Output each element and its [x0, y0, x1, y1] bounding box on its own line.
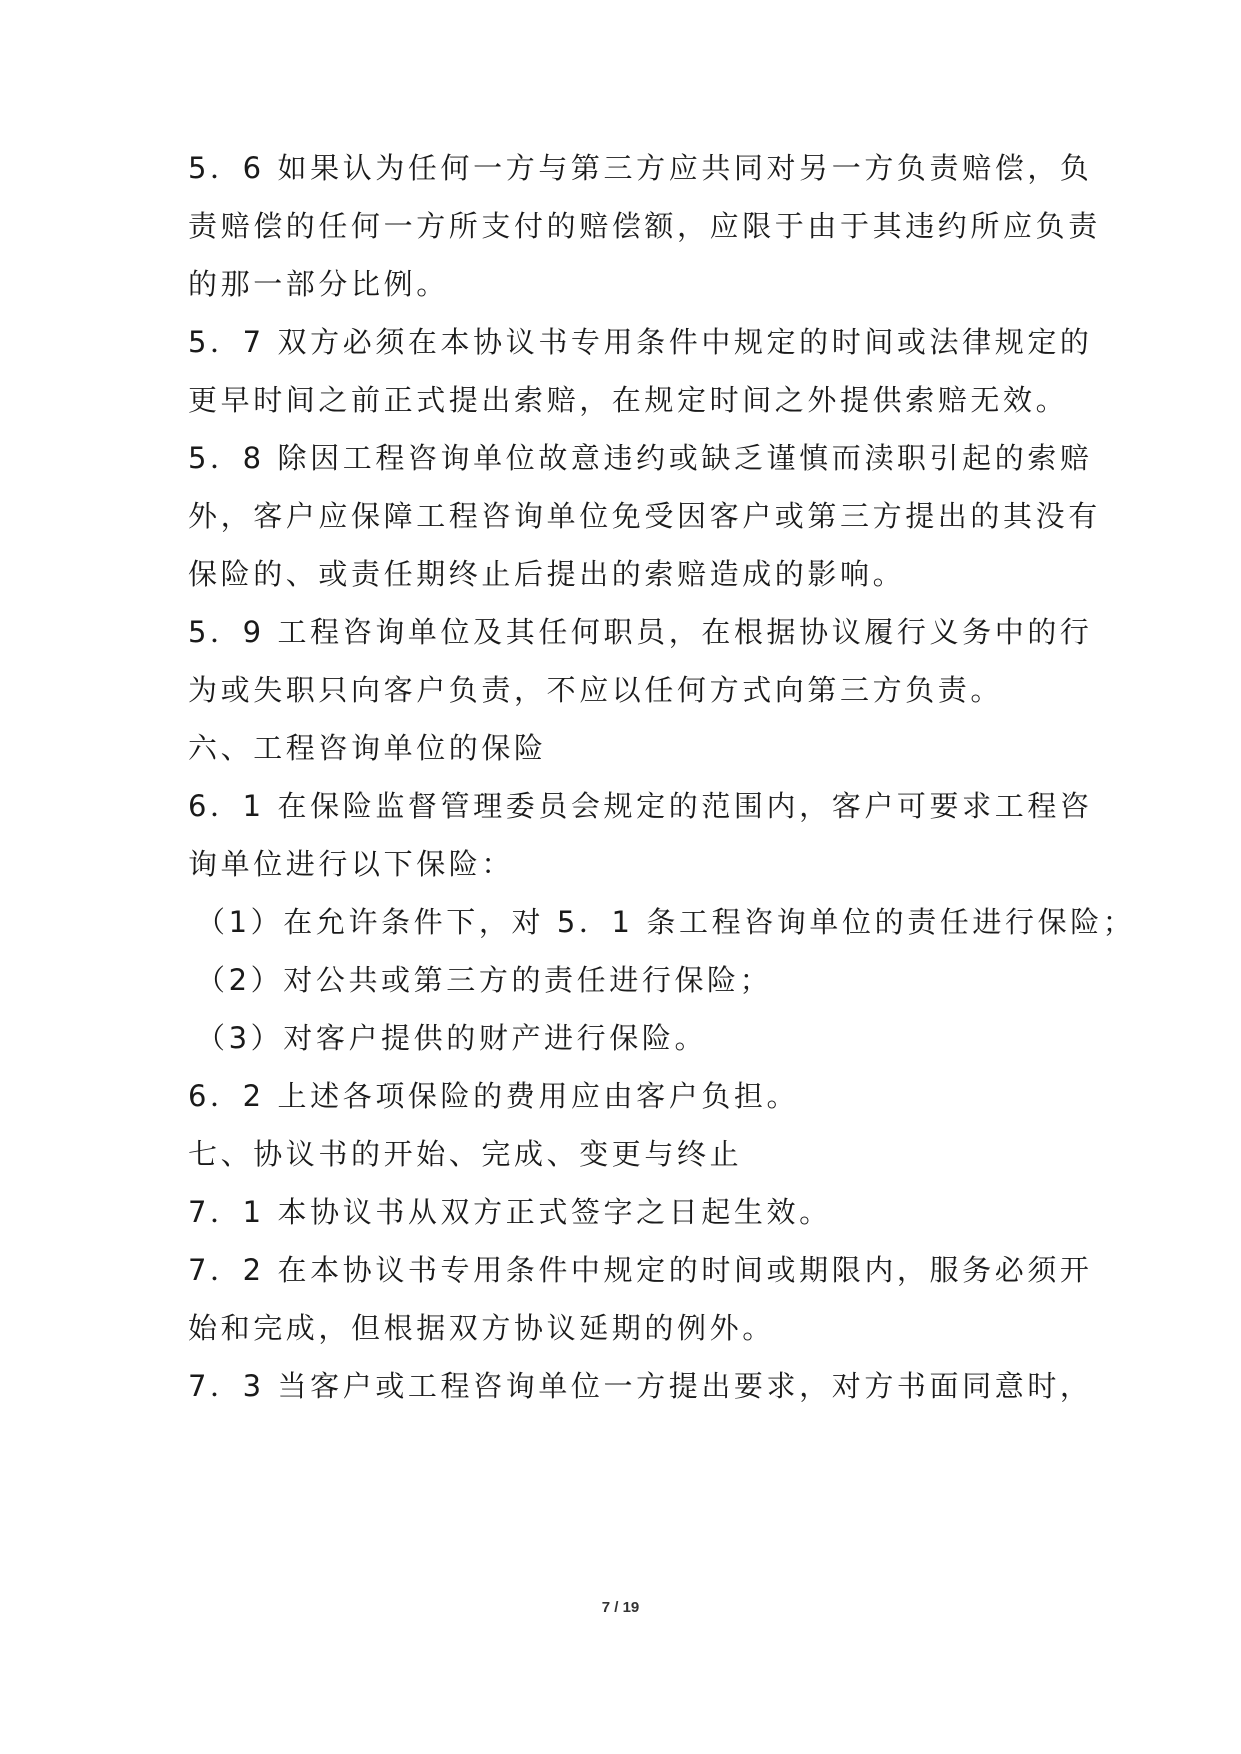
section-6-heading: 六、工程咨询单位的保险 [188, 731, 547, 765]
clause-5-6-line-1: 5．6 如果认为任何一方与第三方应共同对另一方负责赔偿，负 [188, 151, 1093, 185]
clause-5-8-line-1: 5．8 除因工程咨询单位故意违约或缺乏谨慎而渎职引起的索赔 [188, 441, 1093, 475]
clause-5-6-line-3: 的那一部分比例。 [188, 267, 449, 301]
section-7-heading: 七、协议书的开始、完成、变更与终止 [188, 1137, 743, 1171]
clause-6-2: 6．2 上述各项保险的费用应由客户负担。 [188, 1079, 800, 1113]
clause-5-6-line-2: 责赔偿的任何一方所支付的赔偿额，应限于由于其违约所应负责 [188, 209, 1101, 243]
clause-5-9-line-1: 5．9 工程咨询单位及其任何职员，在根据协议履行义务中的行 [188, 615, 1093, 649]
insurance-item-2: （2）对公共或第三方的责任进行保险； [196, 963, 773, 997]
clause-6-1-line-2: 询单位进行以下保险： [188, 847, 515, 881]
clause-5-7-line-2: 更早时间之前正式提出索赔，在规定时间之外提供索赔无效。 [188, 383, 1069, 417]
clause-5-8-line-2: 外，客户应保障工程咨询单位免受因客户或第三方提出的其没有 [188, 499, 1101, 533]
clause-5-7-line-1: 5．7 双方必须在本协议书专用条件中规定的时间或法律规定的 [188, 325, 1093, 359]
clause-5-8-line-3: 保险的、或责任期终止后提出的索赔造成的影响。 [188, 557, 906, 591]
clause-7-2-line-1: 7．2 在本协议书专用条件中规定的时间或期限内，服务必须开 [188, 1253, 1093, 1287]
page-number: 7 / 19 [601, 1599, 640, 1616]
insurance-item-1: （1）在允许条件下，对 5．1 条工程咨询单位的责任进行保险； [196, 905, 1136, 939]
clause-6-1-line-1: 6．1 在保险监督管理委员会规定的范围内，客户可要求工程咨 [188, 789, 1093, 823]
clause-7-3-line-1: 7．3 当客户或工程咨询单位一方提出要求，对方书面同意时， [188, 1369, 1093, 1403]
clause-7-2-line-2: 始和完成，但根据双方协议延期的例外。 [188, 1311, 775, 1345]
clause-7-1: 7．1 本协议书从双方正式签字之日起生效。 [188, 1195, 832, 1229]
clause-5-9-line-2: 为或失职只向客户负责，不应以任何方式向第三方负责。 [188, 673, 1004, 707]
insurance-item-3: （3）对客户提供的财产进行保险。 [196, 1021, 708, 1055]
